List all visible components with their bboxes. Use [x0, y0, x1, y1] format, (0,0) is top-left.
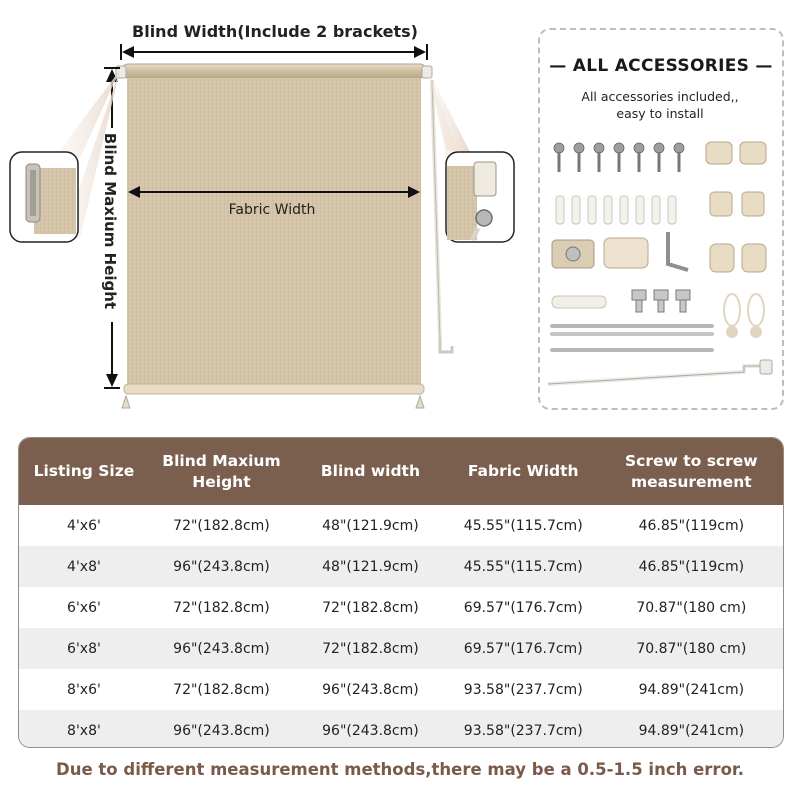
- cell-blind-width: 48"(121.9cm): [322, 558, 419, 575]
- roller-blind: [116, 64, 452, 408]
- cell-listing-size: 4'x8': [67, 558, 101, 575]
- cell-blind-height: 72"(182.8cm): [173, 517, 270, 534]
- cell-fabric-width: 45.55"(115.7cm): [463, 558, 583, 575]
- table-row: [19, 505, 783, 546]
- table-row: [19, 628, 783, 669]
- cell-fabric-width: 45.55"(115.7cm): [463, 517, 583, 534]
- cell-screw-measurement: 94.89"(241cm): [638, 681, 745, 698]
- measurement-note: Due to different measurement methods,there may be a 0.5-1.5 inch error.: [56, 760, 744, 779]
- cell-blind-height: 96"(243.8cm): [173, 558, 270, 575]
- fabric-width-label: Fabric Width: [228, 202, 316, 218]
- cell-fabric-width: 69.57"(176.7cm): [463, 599, 583, 616]
- accessories-panel: [538, 28, 784, 410]
- cell-listing-size: 6'x8': [67, 640, 101, 657]
- cell-listing-size: 8'x6': [67, 681, 101, 698]
- right-crank-detail: [428, 70, 514, 242]
- cell-fabric-width: 93.58"(237.7cm): [463, 681, 583, 698]
- cell-screw-measurement: 46.85"(119cm): [638, 558, 745, 575]
- cell-screw-measurement: 70.87"(180 cm): [636, 599, 747, 616]
- header-blind-width: Blind width: [320, 462, 420, 480]
- table-row: [19, 546, 783, 587]
- cell-listing-size: 6'x6': [67, 599, 101, 616]
- table-header-row: [19, 438, 783, 505]
- cell-screw-measurement: 46.85"(119cm): [638, 517, 745, 534]
- cell-blind-width: 72"(182.8cm): [322, 599, 419, 616]
- cell-blind-height: 96"(243.8cm): [173, 640, 270, 657]
- cell-blind-width: 96"(243.8cm): [322, 681, 419, 698]
- accessories-title: — ALL ACCESSORIES —: [549, 56, 773, 76]
- cell-listing-size: 8'x8': [67, 722, 101, 739]
- header-screw-measurement: Screw to screw measurement: [625, 451, 758, 491]
- blind-width-label: Blind Width(Include 2 brackets): [132, 22, 418, 41]
- cell-blind-height: 96"(243.8cm): [173, 722, 270, 739]
- cell-screw-measurement: 70.87"(180 cm): [636, 640, 747, 657]
- cell-fabric-width: 69.57"(176.7cm): [463, 640, 583, 657]
- table-row: [19, 669, 783, 710]
- header-listing-size: Listing Size: [33, 462, 135, 480]
- accessories-subtitle: [560, 88, 760, 122]
- accessories-subtitle-line2: easy to install: [616, 106, 704, 121]
- accessories-subtitle-line1: All accessories included,,: [581, 89, 739, 104]
- cell-blind-width: 48"(121.9cm): [322, 517, 419, 534]
- cell-fabric-width: 93.58"(237.7cm): [463, 722, 583, 739]
- cell-blind-width: 72"(182.8cm): [322, 640, 419, 657]
- cell-blind-height: 72"(182.8cm): [173, 681, 270, 698]
- cell-blind-height: 72"(182.8cm): [173, 599, 270, 616]
- header-blind-height: Blind Maxium Height: [162, 451, 281, 491]
- header-fabric-width: Fabric Width: [467, 462, 579, 480]
- blind-width-arrow: [121, 44, 427, 60]
- cell-listing-size: 4'x6': [67, 517, 101, 534]
- cell-blind-width: 96"(243.8cm): [322, 722, 419, 739]
- size-table: [18, 437, 784, 748]
- table-row: [19, 710, 783, 748]
- cell-screw-measurement: 94.89"(241cm): [638, 722, 745, 739]
- blind-height-label: Blind Maxium Height: [101, 132, 119, 310]
- table-row: [19, 587, 783, 628]
